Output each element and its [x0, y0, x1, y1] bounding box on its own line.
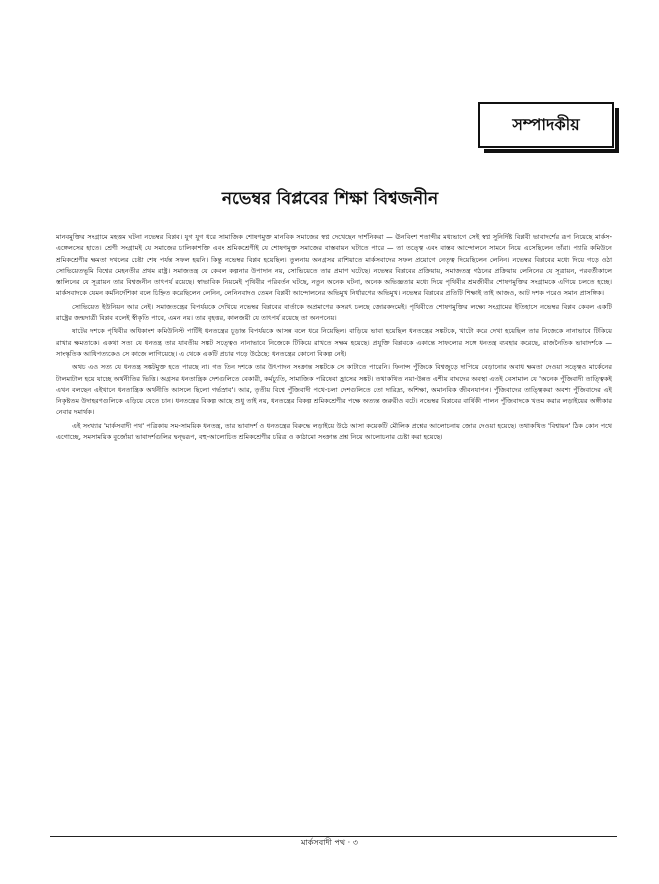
- footer-text: মার্কসবাদী পথ · ৩: [291, 838, 368, 847]
- paragraph: ষাটের দশকে পৃথিবীর অধিকাংশ কমিউনিস্ট পার্টিই ধনতন্ত্রের চূড়ান্ত বিপর্যয়কে আসন্ন বলে ধরে নিয়েছিল। বাড়িয়ে ভাবা হয়েছিল ধনতন্ত্রের সঙ্কটকে, খাটো করে দেখা হয়েছিল তার নিজেকে নানাভাবে টিকিয়ে রাখার ক্ষমতাকে। একথা সত্য যে ধনতন্ত্র তার যাবতীয় সঙ্কট সত্ত্বেও নানাভাবে নিজেকে টিকিয়ে রাখতে সক্ষম হয়েছে। প্রযুক্তি বিপ্লবকে একান্তে সাফল্যের সঙ্গে ধনতন্ত্র ব্যবহার করেছে, রাজনৈতিক ভাবাদর্শকে — সাংস্কৃতিক আধিপত্যকেও সে কাজে লাগিয়েছে। এ থেকে একটি প্রচার গড়ে উঠেছে: ধনতন্ত্রের কোনো বিকল্প নেই।: [56, 327, 612, 358]
- editorial-title: নভেম্বর বিপ্লবের শিক্ষা বিশ্বজনীন: [221, 189, 439, 209]
- section-badge: সম্পাদকীয়: [478, 102, 614, 148]
- paragraph: মানবমুক্তির সংগ্রামে মহত্তম ঘটনা নভেম্বর বিপ্লব। যুগ যুগ ধরে সামাজিক শোষণমুক্ত মানবিক সমাজের স্বপ্ন দেখেছেন দার্শনিকরা — ঊনবিংশ শতাব্দীর মধ্যভাগে সেই স্বপ্ন সুনির্দিষ্ট বিপ্লবী ভাবাদর্শের রূপ নিয়েছে মার্কস-এঙ্গেলসের হাতে। শ্রেণী সংগ্রামই যে সমাজের চালিকাশক্তি এবং শ্রমিকশ্রেণীই যে শোষণমুক্ত সমাজের বাস্তবায়ন ঘটাতে পারে — তা তত্ত্বে এবং বাস্তব আন্দোলনে সামনে নিয়ে এসেছিলেন তাঁরা। প্যারি কমিউনে শ্রমিকশ্রেণীর ক্ষমতা দখলের চেষ্টা শেষ পর্যন্ত সফল হয়নি। কিন্তু নভেম্বর বিপ্লব হয়েছিল। তুলনায় অনগ্রসর রাশিয়াতে মার্কসবাদের সফল প্রয়োগে নেতৃত্ব দিয়েছিলেন লেনিন। নভেম্বর বিপ্লবের মধ্যে দিয়ে গড়ে ওঠা সোভিয়েতভূমি বিশ্বের মেহনতীর প্রথম রাষ্ট্র। সমাজতন্ত্র যে কেবল কল্পনার উপাদান নয়, সোভিয়েতে তার প্রমাণ ঘটেছে। নভেম্বর বিপ্লবের প্রক্রিয়ায়, সমাজতন্ত্র গঠনের প্রক্রিয়ায় লেনিনের যে সূত্রায়ন, পরবর্তীকালে স্তালিনের যে সূত্রায়ন তার বিশ্বজনীন তাৎপর্য রয়েছে। স্বাভাবিক নিয়মেই পৃথিবীর পরিবর্তন ঘটছে, নতুন অনেক ঘটনা, অনেক অভিজ্ঞতার মধ্যে দিয়ে পৃথিবীর শ্রমজীবীর শোষণমুক্তির সংগ্রামকে এগিয়ে চলতে হচ্ছে। মার্কসবাদকে যেমন কর্মনির্দেশিকা বলে চিহ্নিত করেছিলেন লেনিন, লেনিনবাদও তেমন বিপ্লবী আন্দোলনের অভিমুখ নির্ধারণের অভিমুখ। নভেম্বর বিপ্লবের প্রতিটি শিক্ষাই তাই আজও, আট দশক পরেও সমান প্রাসঙ্গিক।: [56, 233, 612, 298]
- editorial-body: [56, 232, 612, 445]
- paragraph: সোভিয়েত ইউনিয়ন আর নেই। সমাজতন্ত্রের বিপর্যয়কে দেখিয়ে নভেম্বর বিপ্লবের বার্তাকে অপ্রমাণের কসরৎ চলছে জোরকদমেই। পৃথিবীতে শোষণমুক্তির লক্ষ্যে সংগ্রামের ইতিহাসে নভেম্বর বিপ্লব কেবল একটি রাষ্ট্রের জন্মদাত্রী বিপ্লব বলেই স্বীকৃতি পাবে, এমন নয়। তার বৃহত্তর, কালজয়ী যে তাৎপর্য রয়েছে তা অনপনেয়।: [56, 302, 612, 323]
- paragraph: অথচ এও সত্য যে ধনতন্ত্র সঙ্কটমুক্ত হতে পারছে না। গত তিন দশকে তার উৎপাদন সংক্রান্ত সঙ্কটকে সে কাটাতে পারেনি। ফিনান্স পুঁজিকে বিশ্বজুড়ে দাপিয়ে বেড়ানোর অবাধ ক্ষমতা দেওয়া সত্ত্বেও মার্কেনের টালমাটাল হয়ে যাচ্ছে অর্থনীতির ভিত্তি। অগ্রসর ধনতান্ত্রিক দেশগুলিতে বেকারী, কর্মচ্যুতি, সামাজিক পরিষেবা হ্রাসের সঙ্কট। তথাকথিত নয়া-উন্নত এশীয় বাঘদের অবস্থা এতই বেসামাল যে 'অনেক পুঁজিবাদী তাত্ত্বিকই এখন বলছেন এইখানে ধনতান্ত্রিক অর্থনীতি আসলে ছিলো গর্ভস্রাব'। আর, তৃতীয় বিশ্বে পুঁজিবাদী পথে-চলা দেশগুলিতে তো দারিদ্র্য, অশিক্ষা, অমানবিক জীবনযাপন। পুঁজিবাদের তাত্ত্বিকরা অবশ্য পুঁজিবাদের এই নিকৃষ্টতম উদাহরণগুলিকে এড়িয়ে যেতে চান। ধনতন্ত্রের বিকল্প আছে শুধু তাই নয়, ধনতন্ত্রের বিকল্প শ্রমিকশ্রেণীর পক্ষে অত্যন্ত জরুরীও বটে। নভেম্বর বিপ্লবের বার্ষিকী পালন পুঁজিবাদকে খতম করার লড়াইয়ের অঙ্গীকার নেবার দমার্থক।: [56, 363, 612, 417]
- paragraph: এই সংখ্যার 'মার্কসবাদী পথ' পত্রিকায় সম-সাময়িক ধনতন্ত্র, তার ভাবাদর্শ ও ধনতন্ত্রের বিরুদ্ধে লড়াইয়ে উঠে আসা কয়েকটি মৌলিক প্রশ্নের আলোচনায় জোর দেওয়া হয়েছে। তথাকথিত 'বিশ্বায়ন' ঠিক কোন পথে এগোচ্ছে, সমসাময়িক বুর্জোয়া ভাবাদর্শগুলির দ্বন্দ্বরূপ, বহু-আলোচিত শ্রমিকশ্রেণীর চরিত্র ও কাঠামো সংক্রান্ত প্রশ্ন নিয়ে আলোচনার চেষ্টা করা হয়েছে।: [56, 421, 612, 442]
- page-footer: [0, 830, 659, 850]
